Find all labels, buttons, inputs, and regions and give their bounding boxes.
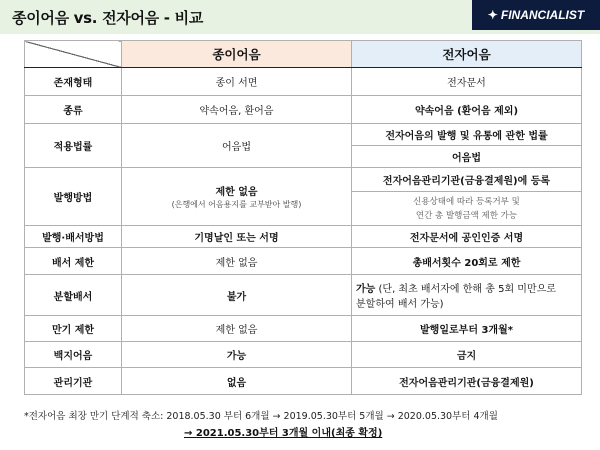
electronic-line	[356, 280, 577, 295]
electronic-cell: 전자문서	[352, 68, 582, 96]
electronic-cell: 발행일로부터 3개월*	[352, 316, 582, 342]
row-label: 백지어음	[25, 342, 122, 368]
brand-name: FINANCIALIST	[500, 8, 585, 22]
row-label: 분할배서	[25, 275, 122, 316]
footnote: *전자어음 최장 만기 단계적 축소: 2018.05.30 부터 6개월 → 2019.05.30부터 5개월 → 2020.05.30부터 4개월	[24, 411, 498, 422]
electronic-note-line: 신용상태에 따라 등록거부 및	[413, 196, 520, 207]
paper-cell: 없음	[122, 368, 352, 395]
paper-cell: 제한 없음	[122, 248, 352, 275]
electronic-line: 분할하여 배서 가능)	[356, 299, 444, 310]
electronic-note-line: 연간 총 발행금액 제한 가능	[415, 210, 518, 221]
electronic-cell	[352, 192, 582, 226]
paper-cell: 어음법	[122, 124, 352, 168]
electronic-cell: 전자어음의 발행 및 유통에 관한 법률	[352, 124, 582, 146]
brand-logo	[472, 0, 600, 30]
column-header-electronic: 전자어음	[352, 41, 582, 68]
paper-cell: 가능	[122, 342, 352, 368]
table-row	[25, 316, 582, 342]
table-row	[25, 124, 582, 146]
table-row	[25, 226, 582, 248]
electronic-cell: 약속어음 (환어음 제외)	[352, 96, 582, 124]
table-row	[25, 248, 582, 275]
electronic-cell	[352, 275, 582, 316]
final-note: → 2021.05.30부터 3개월 이내(최종 확정)	[184, 428, 383, 439]
comparison-table	[24, 40, 582, 395]
header-corner-cell	[25, 41, 122, 68]
table-row	[25, 96, 582, 124]
paper-cell-main: 제한 없음	[215, 186, 258, 198]
electronic-rest-text: (단, 최초 배서자에 한해 총 5회 미만으로	[375, 284, 556, 295]
page-title: 종이어음 vs. 전자어음 - 비교	[12, 9, 204, 27]
row-label: 관리기관	[25, 368, 122, 395]
paper-cell: 불가	[122, 275, 352, 316]
electronic-cell: 전자문서에 공인인증 서명	[352, 226, 582, 248]
electronic-cell: 전자어음관리기관(금융결제원)에 등록	[352, 168, 582, 192]
electronic-cell: 전자어음관리기관(금융결제원)	[352, 368, 582, 395]
row-label: 적용법률	[25, 124, 122, 168]
row-label: 발행방법	[25, 168, 122, 226]
table-header-row	[25, 41, 582, 68]
table-row	[25, 68, 582, 96]
row-label: 배서 제한	[25, 248, 122, 275]
paper-cell: 제한 없음	[122, 316, 352, 342]
star-icon: ✦	[487, 8, 498, 22]
row-label: 존재형태	[25, 68, 122, 96]
paper-cell: 약속어음, 환어음	[122, 96, 352, 124]
table-row	[25, 168, 582, 192]
electronic-cell: 총배서횟수 20회로 제한	[352, 248, 582, 275]
table-row	[25, 275, 582, 316]
paper-cell-note: (은행에서 어음용지를 교부받아 발행)	[171, 199, 302, 209]
table-row	[25, 368, 582, 395]
row-label: 발행·배서방법	[25, 226, 122, 248]
table-row	[25, 342, 582, 368]
row-label: 종류	[25, 96, 122, 124]
paper-cell: 종이 서면	[122, 68, 352, 96]
paper-cell: 기명날인 또는 서명	[122, 226, 352, 248]
electronic-cell: 금지	[352, 342, 582, 368]
column-header-paper: 종이어음	[122, 41, 352, 68]
electronic-cell: 어음법	[352, 146, 582, 168]
row-label: 만기 제한	[25, 316, 122, 342]
paper-cell	[122, 168, 352, 226]
electronic-bold-text: 가능	[356, 284, 376, 295]
